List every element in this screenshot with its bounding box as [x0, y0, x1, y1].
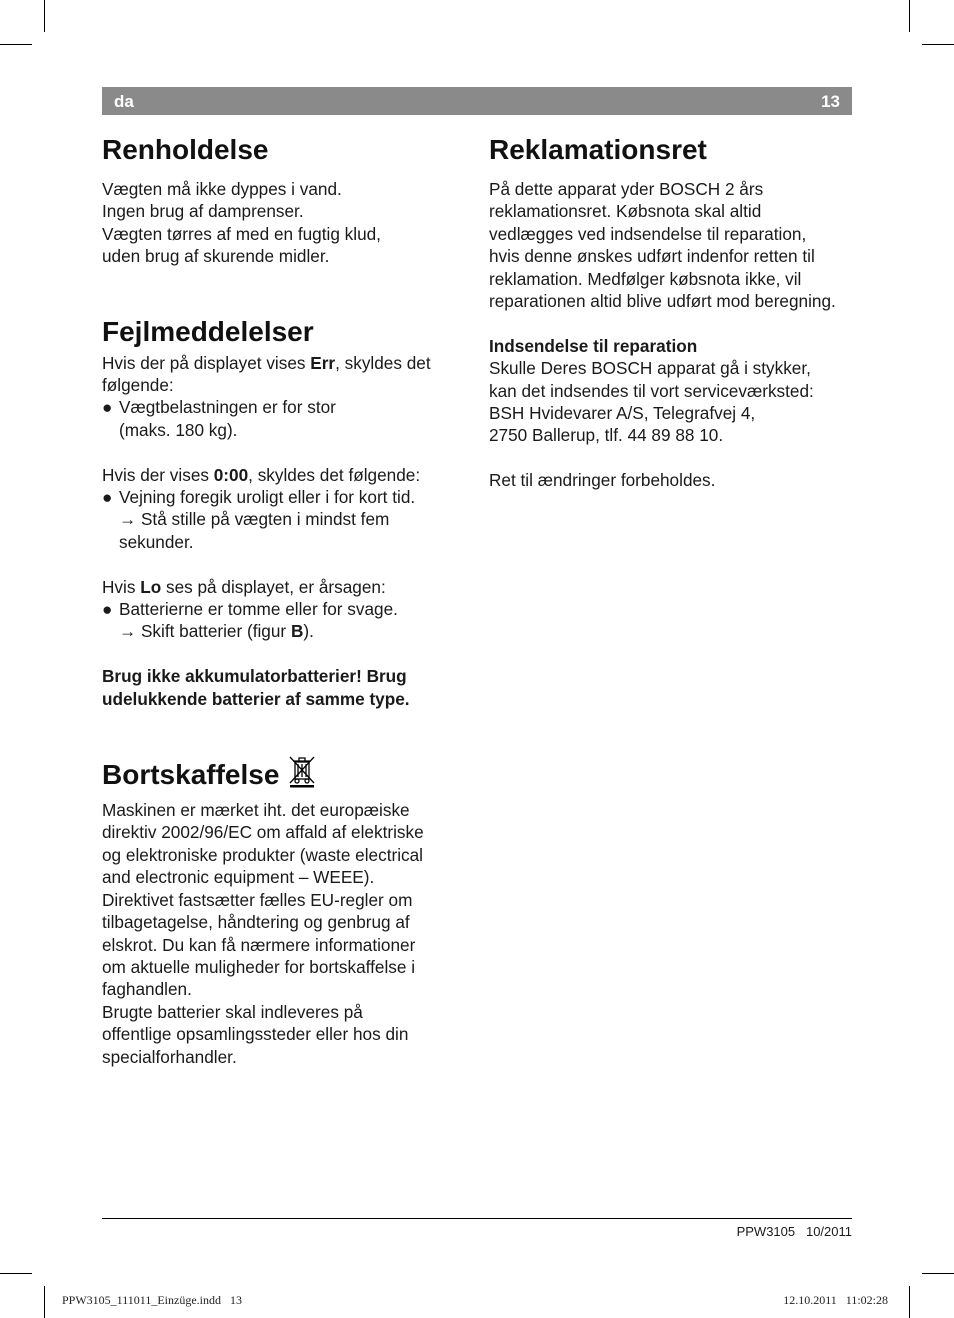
paragraph-line: om aktuelle muligheder for bortskaffelse i: [102, 956, 416, 977]
paragraph-line: Maskinen er mærket iht. det europæiske: [102, 800, 410, 821]
paragraph-line: Direktivet fastsætter fælles EU-regler om: [102, 889, 413, 910]
paragraph-line: 2750 Ballerup, tlf. 44 89 88 10.: [489, 425, 724, 446]
paragraph-line: Ingen brug af damprenser.: [102, 201, 304, 222]
warning-line: Brug ikke akkumulatorbatterier! Brug: [102, 666, 407, 687]
paragraph-line: Hvis der vises 0:00, skyldes det følgende:: [102, 464, 421, 485]
paragraph-line: reklamationsret. Købsnota skal altid: [489, 201, 762, 222]
paragraph-line: og elektroniske produkter (waste electrical: [102, 844, 423, 865]
page-header-bar: [102, 87, 852, 115]
paragraph-line: offentlige opsamlingssteder eller hos din: [102, 1024, 409, 1045]
print-slug-file: PPW3105_111011_Einzüge.indd 13: [62, 1293, 242, 1307]
error-code: Err: [310, 352, 336, 373]
paragraph-line: faghandlen.: [102, 979, 192, 1000]
crop-mark: [0, 1273, 32, 1274]
bullet-icon: ●: [102, 397, 113, 418]
paragraph-line: specialforhandler.: [102, 1046, 237, 1067]
paragraph-line: → Skift batterier (figur B).: [119, 621, 314, 642]
crop-mark: [44, 1286, 45, 1318]
footer-rule: [102, 1218, 852, 1219]
paragraph-line: Ret til ændringer forbeholdes.: [489, 470, 716, 491]
model-date-code: PPW3105 10/2011: [736, 1224, 852, 1239]
section-bortskaffelse: [102, 754, 464, 1068]
crop-mark: [922, 44, 954, 45]
paragraph-line: tilbagetagelse, håndtering og genbrug af: [102, 912, 410, 933]
paragraph-line: Hvis der på displayet vises Err, skyldes det: [102, 352, 431, 373]
crop-mark: [44, 0, 45, 32]
error-code: Lo: [140, 576, 162, 597]
paragraph-line: vedlægges ved indsendelse til reparation,: [489, 223, 807, 244]
paragraph-line: (maks. 180 kg).: [119, 419, 238, 440]
language-code: da: [114, 92, 134, 111]
paragraph-line: reklamation. Medfølger købsnota ikke, vil: [489, 268, 802, 289]
paragraph-line: BSH Hvidevarer A/S, Telegrafvej 4,: [489, 403, 756, 424]
paragraph-line: Hvis Lo ses på displayet, er årsagen:: [102, 576, 386, 597]
bullet-icon: ●: [102, 487, 113, 508]
paragraph-line: Skulle Deres BOSCH apparat gå i stykker,: [489, 358, 811, 379]
paragraph-line: → Stå stille på vægten i mindst fem: [119, 509, 390, 530]
left-column: [102, 130, 464, 1068]
section-title: Bortskaffelse: [102, 759, 280, 791]
section-fejlmeddelelser: [102, 312, 464, 710]
right-column: [489, 130, 854, 492]
paragraph-line: følgende:: [102, 375, 174, 396]
list-item: ● Batterierne er tomme eller for svage.: [102, 599, 398, 620]
crop-mark: [922, 1273, 954, 1274]
bullet-icon: ●: [102, 599, 113, 620]
paragraph-line: direktiv 2002/96/EC om affald af elektriske: [102, 822, 424, 843]
paragraph-line: Brugte batterier skal indleveres på: [102, 1001, 363, 1022]
section-renholdelse: [102, 130, 464, 268]
crop-mark: [909, 0, 910, 32]
paragraph-line: reparationen altid blive udført mod beregning.: [489, 291, 836, 312]
section-reklamationsret: [489, 130, 854, 492]
section-title-row: [102, 754, 464, 799]
paragraph-line: Vægten tørres af med en fugtig klud,: [102, 223, 381, 244]
crop-mark: [0, 44, 32, 45]
paragraph-line: På dette apparat yder BOSCH 2 års: [489, 179, 764, 199]
subheading: Indsendelse til reparation: [489, 335, 698, 356]
crossed-out-wheelie-bin-icon: [287, 754, 317, 799]
section-title: Renholdelse: [102, 134, 269, 165]
list-item: ● Vejning foregik uroligt eller i for kort tid.: [102, 487, 416, 508]
print-slug-datetime: 12.10.2011 11:02:28: [783, 1293, 888, 1307]
error-code: 0:00: [213, 464, 249, 485]
page-number: 13: [821, 92, 840, 111]
paragraph-line: uden brug af skurende midler.: [102, 246, 330, 267]
paragraph-line: and electronic equipment – WEEE).: [102, 867, 375, 888]
list-item: ● Vægtbelastningen er for stor: [102, 397, 336, 418]
paragraph-line: hvis denne ønskes udført indenfor retten til: [489, 246, 815, 267]
paragraph-line: sekunder.: [119, 531, 194, 552]
crop-mark: [909, 1286, 910, 1318]
section-title: Fejlmeddelelser: [102, 315, 314, 347]
paragraph-line: elskrot. Du kan få nærmere informationer: [102, 934, 416, 955]
figure-ref: B: [290, 621, 304, 642]
warning-line: udelukkende batterier af samme type.: [102, 688, 410, 709]
paragraph-line: Vægten må ikke dyppes i vand.: [102, 179, 342, 199]
paragraph-line: kan det indsendes til vort serviceværksted:: [489, 380, 814, 401]
section-title: Reklamationsret: [489, 134, 707, 165]
